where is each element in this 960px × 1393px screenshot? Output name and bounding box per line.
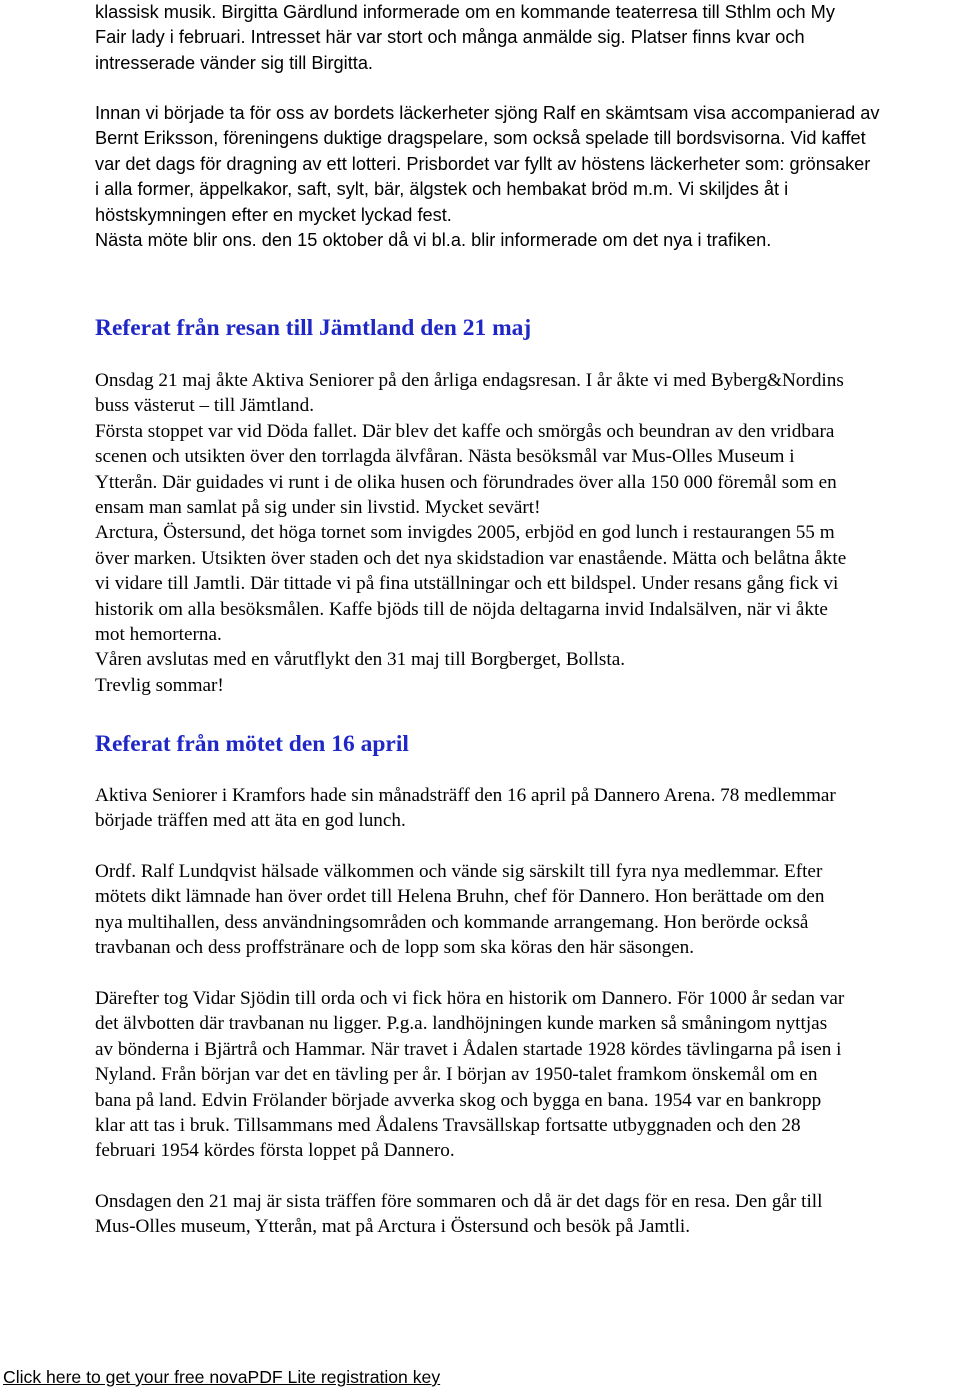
text-line: Ordf. Ralf Lundqvist hälsade välkommen och vände sig särskilt till fyra nya medlemmar. Efter bbox=[95, 861, 823, 882]
section-heading-april: Referat från mötet den 16 april bbox=[95, 731, 409, 757]
text-line: Arctura, Östersund, det höga tornet som invigdes 2005, erbjöd en god lunch i restaurangen 55 m bbox=[95, 522, 835, 544]
intro-continuation-paragraph bbox=[95, 0, 835, 76]
text-line: historik om alla besöksmålen. Kaffe bjöds till de nöjda deltagarna invid Indalsälven, när vi åkte bbox=[95, 598, 828, 620]
party-paragraph bbox=[95, 101, 879, 253]
text-line: Trevlig sommar! bbox=[95, 674, 224, 696]
april-paragraph-2 bbox=[95, 859, 824, 961]
text-line: bana på land. Edvin Frölander började avverka skog och bygga en bana. 1954 var en bankropp bbox=[95, 1089, 822, 1111]
text-line: Nyland. Från början var det en tävling per år. I början av 1950-talet framkom önskemål om en bbox=[95, 1064, 818, 1086]
text-line: Därefter tog Vidar Sjödin till orda och vi fick höra en historik om Dannero. För 1000 år sedan var bbox=[95, 988, 845, 1009]
text-line: höstskymningen efter en mycket lyckad fest. bbox=[95, 204, 452, 225]
text-line: Mus-Olles museum, Ytterån, mat på Arctura i Östersund och besök på Jamtli. bbox=[95, 1216, 691, 1238]
text-line: februari 1954 kördes första loppet på Dannero. bbox=[95, 1140, 455, 1162]
text-line: mötets dikt lämnade han över ordet till Helena Bruhn, chef för Dannero. Hon berättade om den bbox=[95, 886, 825, 908]
section-heading-jamtland: Referat från resan till Jämtland den 21 maj bbox=[95, 315, 532, 341]
text-line: travbanan och dess proffstränare och de lopp som ska köras den här säsongen. bbox=[95, 937, 695, 959]
text-line: Innan vi började ta för oss av bordets läckerheter sjöng Ralf en skämtsam visa accompanierad av bbox=[95, 103, 880, 123]
text-line: var det dags för dragning av ett lotteri. Prisbordet var fyllt av höstens läckerheter som: grönsaker bbox=[95, 153, 871, 174]
text-line: började träffen med att äta en god lunch. bbox=[95, 810, 406, 832]
text-line: Ytterån. Där guidades vi runt i de olika husen och förundrades över alla 150 000 föremål som en bbox=[95, 471, 837, 493]
text-line: scenen och utsikten över den torrlagda älvfåran. Nästa besöksmål var Mus-Olles Museum i bbox=[95, 446, 795, 468]
text-line: buss västerut – till Jämtland. bbox=[95, 395, 315, 417]
april-paragraph-4 bbox=[95, 1189, 822, 1240]
text-line: ensam man samlat på sig under sin livstid. Mycket sevärt! bbox=[95, 497, 541, 519]
text-line: Bernt Eriksson, föreningens duktige dragspelare, som också spelade till bordsvisorna. Vid kaffet bbox=[95, 128, 866, 149]
text-line: Aktiva Seniorer i Kramfors hade sin månadsträff den 16 april på Dannero Arena. 78 medlemmar bbox=[95, 785, 836, 806]
text-line: av bönderna i Bjärtrå och Hammar. När travet i Ådalen startade 1928 kördes tävlingarna på isen i bbox=[95, 1038, 842, 1060]
text-line: Våren avslutas med en vårutflykt den 31 maj till Borgberget, Bollsta. bbox=[95, 649, 626, 671]
text-line: det älvbotten där travbanan nu ligger. P.g.a. landhöjningen kunde marken så småningom nyttjas bbox=[95, 1013, 828, 1035]
text-line: Onsdagen den 21 maj är sista träffen före sommaren och då är det dags för en resa. Den går till bbox=[95, 1191, 823, 1212]
text-line: över marken. Utsikten över staden och det nya skidstadion var enastående. Mätta och belåtna åkte bbox=[95, 547, 847, 569]
novapdf-registration-link[interactable]: Click here to get your free novaPDF Lite registration key bbox=[3, 1367, 441, 1387]
text-line: Nästa möte blir ons. den 15 oktober då vi bl.a. blir informerade om det nya i trafiken. bbox=[95, 230, 772, 251]
text-line: klassisk musik. Birgitta Gärdlund informerade om en kommande teaterresa till Sthlm och My bbox=[95, 2, 835, 22]
jamtland-paragraph bbox=[95, 368, 846, 698]
text-line: Första stoppet var vid Döda fallet. Där blev det kaffe och smörgås och beundran av den vridbara bbox=[95, 420, 835, 442]
text-line: mot hemorterna. bbox=[95, 624, 222, 646]
text-line: vi vidare till Jamtli. Där tittade vi på fina utställningar och ett bildspel. Under resans gång fick vi bbox=[95, 573, 839, 595]
text-line: i alla former, äppelkakor, saft, sylt, bär, älgstek och hembakat bröd m.m. Vi skiljdes åt i bbox=[95, 179, 789, 200]
text-line: Fair lady i februari. Intresset här var stort och många anmälde sig. Platser finns kvar och bbox=[95, 27, 805, 48]
april-paragraph-3 bbox=[95, 986, 844, 1164]
april-paragraph-1 bbox=[95, 783, 836, 834]
text-line: intresserade vänder sig till Birgitta. bbox=[95, 52, 373, 73]
text-line: klar att tas i bruk. Tillsammans med Ådalens Travsällskap fortsatte utbyggnaden och den 28 bbox=[95, 1115, 801, 1137]
text-line: Onsdag 21 maj åkte Aktiva Seniorer på den årliga endagsresan. I år åkte vi med Byberg&Nordins bbox=[95, 370, 844, 391]
text-line: nya multihallen, dess användningsområden och kommande arrangemang. Hon berörde också bbox=[95, 911, 809, 933]
